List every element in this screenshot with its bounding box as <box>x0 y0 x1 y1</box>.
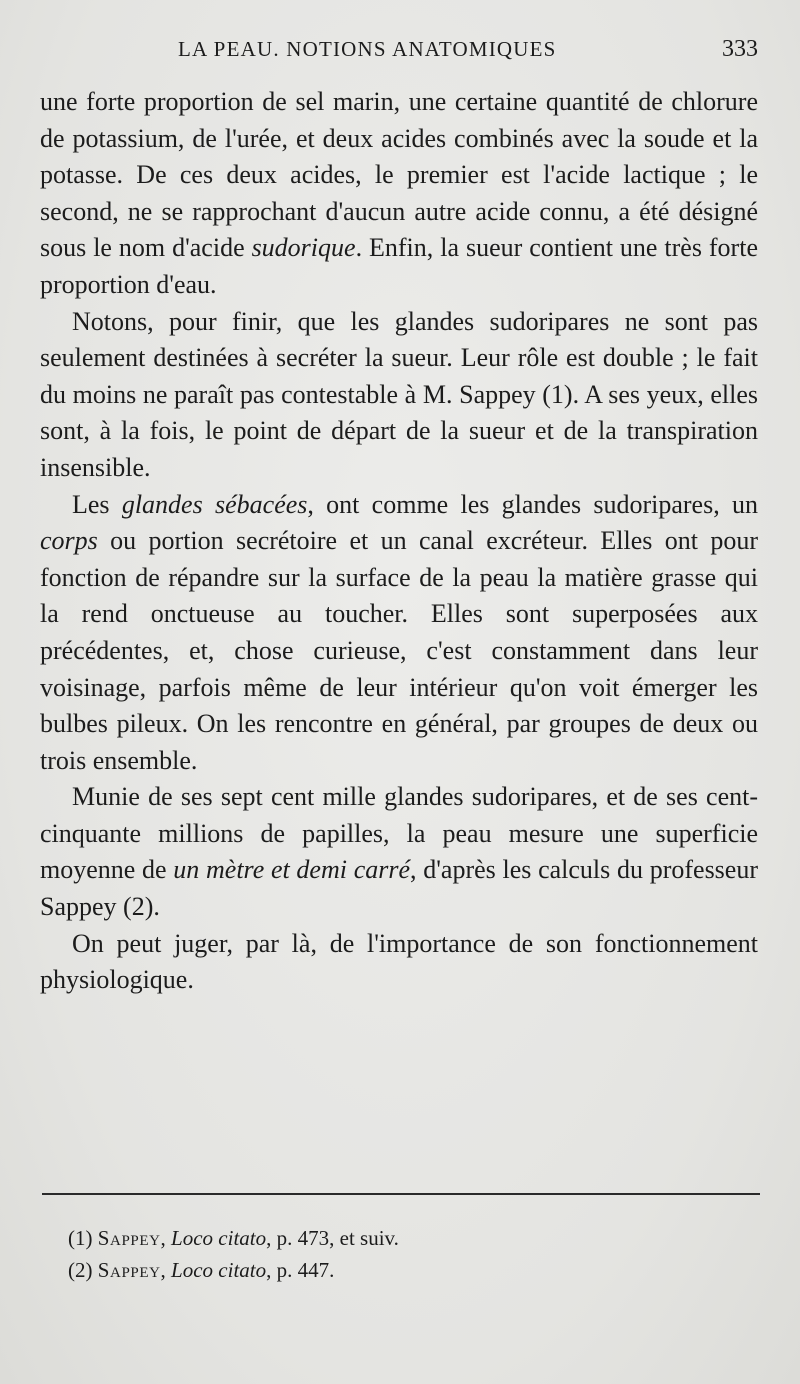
paragraph <box>40 779 758 925</box>
footnote <box>68 1222 758 1254</box>
page-header <box>40 34 758 68</box>
paragraph <box>40 304 758 487</box>
italic-text: corps <box>40 526 98 556</box>
text-run: , p. 473, et suiv. <box>266 1226 399 1250</box>
italic-text: Loco citato <box>171 1226 267 1250</box>
author-name: Sappey <box>97 1258 161 1282</box>
text-run: , <box>160 1258 172 1282</box>
text-run: Notons, pour finir, que les glandes sudoripares ne sont pas seulement destinées à secréter la sueur. Leur rôle est double ; le fait du moins ne paraît pas contestable à M. Sappey (1). A ses yeux, elles sont, à la fois, le point de départ de la sueur et de la transpiration insensible. <box>40 306 758 482</box>
text-run: , ont comme les glandes sudoripares, un <box>307 489 758 519</box>
text-run: ou portion secrétoire et un canal excréteur. Elles ont pour fonction de répandre sur la surface de la peau la matière grasse qui la rend onctueuse au toucher. Elles sont superposées aux précédentes, et, chose curieuse, c'est constamment dans leur voisinage, parfois même de leur intérieur qu'on voit émerger les bulbes pileux. On les rencontre en général, par groupes de deux ou trois ensemble. <box>40 526 758 775</box>
text-run: Munie de ses sept cent mille glandes sudoripares, et de ses cent-cinquante millions de papilles, la peau mesure une superficie moyenne de <box>40 782 758 885</box>
text-run: , <box>160 1226 172 1250</box>
footnote-rule <box>42 1193 760 1195</box>
text-run: , d'après les calculs du professeur Sappey (2). <box>40 855 759 922</box>
text-run: Les <box>72 489 122 519</box>
page-number: 333 <box>722 36 758 62</box>
text-run: une forte proportion de sel marin, une certaine quantité de chlorure de potassium, de l'urée, et deux acides combinés avec la soude et la potasse. De ces deux acides, le premier est l'acide lactique ; le second, ne se rapprochant d'aucun autre acide connu, a été désigné sous le nom d'acide <box>40 87 758 263</box>
paragraph <box>40 487 758 780</box>
italic-text: sudorique <box>251 233 356 263</box>
italic-text: un mètre et demi carré <box>173 855 411 885</box>
text-run: . Enfin, la sueur contient une très forte proportion d'eau. <box>40 233 758 299</box>
footnote <box>68 1254 758 1286</box>
text-run: (2) <box>68 1258 98 1282</box>
italic-text: glandes sébacées <box>121 489 308 519</box>
text-run: On peut juger, par là, de l'importance de son fonctionnement physiologique. <box>40 928 758 995</box>
text-run: (1) <box>68 1226 98 1250</box>
footnotes <box>68 1222 758 1286</box>
running-head: LA PEAU. NOTIONS ANATOMIQUES <box>178 37 557 61</box>
italic-text: Loco citato <box>171 1258 267 1282</box>
paragraph <box>40 926 758 999</box>
author-name: Sappey <box>97 1226 161 1250</box>
paragraph <box>40 84 758 304</box>
text-run: , p. 447. <box>266 1258 335 1282</box>
body-text <box>40 84 758 999</box>
